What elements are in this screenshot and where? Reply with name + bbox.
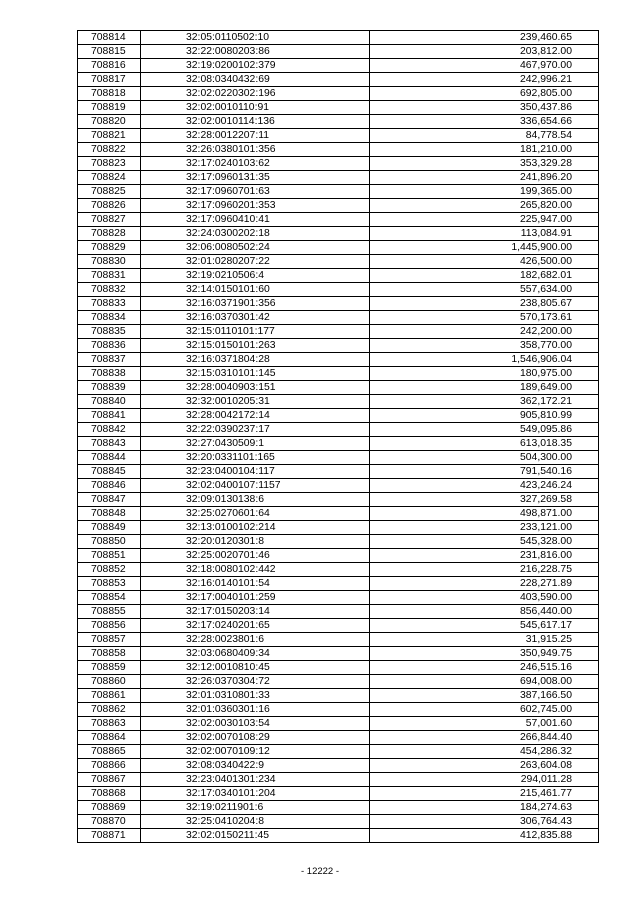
record-id-cell: 708844	[78, 451, 141, 465]
cadastral-number-cell: 32:17:0960131:35	[141, 171, 370, 185]
record-id-cell: 708842	[78, 423, 141, 437]
amount-cell: 602,745.00	[370, 703, 599, 717]
table-row	[78, 101, 599, 115]
table-row	[78, 647, 599, 661]
cadastral-number-cell: 32:28:0012207:11	[141, 129, 370, 143]
cadastral-number-cell: 32:02:0150211:45	[141, 829, 370, 843]
amount-cell: 238,805.67	[370, 297, 599, 311]
amount-cell: 199,365.00	[370, 185, 599, 199]
record-id-cell: 708866	[78, 759, 141, 773]
table-row	[78, 437, 599, 451]
table-row	[78, 451, 599, 465]
amount-cell: 225,947.00	[370, 213, 599, 227]
table-row	[78, 605, 599, 619]
amount-cell: 242,200.00	[370, 325, 599, 339]
record-id-cell: 708856	[78, 619, 141, 633]
cadastral-number-cell: 32:17:0340101:204	[141, 787, 370, 801]
record-id-cell: 708822	[78, 143, 141, 157]
cadastral-number-cell: 32:17:0150203:14	[141, 605, 370, 619]
amount-cell: 239,460.65	[370, 31, 599, 45]
table-row	[78, 59, 599, 73]
table-row	[78, 129, 599, 143]
cadastral-number-cell: 32:08:0340422:9	[141, 759, 370, 773]
record-id-cell: 708817	[78, 73, 141, 87]
table-row	[78, 87, 599, 101]
table-row	[78, 801, 599, 815]
table-row	[78, 787, 599, 801]
record-id-cell: 708869	[78, 801, 141, 815]
records-table	[77, 30, 599, 843]
amount-cell: 246,515.16	[370, 661, 599, 675]
cadastral-number-cell: 32:09:0130138:6	[141, 493, 370, 507]
cadastral-number-cell: 32:19:0210506:4	[141, 269, 370, 283]
table-row	[78, 367, 599, 381]
cadastral-number-cell: 32:01:0360301:16	[141, 703, 370, 717]
cadastral-number-cell: 32:12:0010810:45	[141, 661, 370, 675]
page-number: - 12222 -	[300, 866, 340, 877]
record-id-cell: 708843	[78, 437, 141, 451]
record-id-cell: 708816	[78, 59, 141, 73]
cadastral-number-cell: 32:25:0270601:64	[141, 507, 370, 521]
cadastral-number-cell: 32:02:0070108:29	[141, 731, 370, 745]
amount-cell: 454,286.32	[370, 745, 599, 759]
cadastral-number-cell: 32:13:0100102:214	[141, 521, 370, 535]
record-id-cell: 708827	[78, 213, 141, 227]
record-id-cell: 708862	[78, 703, 141, 717]
record-id-cell: 708818	[78, 87, 141, 101]
record-id-cell: 708846	[78, 479, 141, 493]
table-row	[78, 73, 599, 87]
cadastral-number-cell: 32:08:0340432:69	[141, 73, 370, 87]
cadastral-number-cell: 32:15:0310101:145	[141, 367, 370, 381]
amount-cell: 403,590.00	[370, 591, 599, 605]
table-row	[78, 297, 599, 311]
cadastral-number-cell: 32:23:0400104:117	[141, 465, 370, 479]
record-id-cell: 708855	[78, 605, 141, 619]
record-id-cell: 708853	[78, 577, 141, 591]
table-row	[78, 619, 599, 633]
amount-cell: 189,649.00	[370, 381, 599, 395]
record-id-cell: 708828	[78, 227, 141, 241]
amount-cell: 181,210.00	[370, 143, 599, 157]
record-id-cell: 708871	[78, 829, 141, 843]
record-id-cell: 708829	[78, 241, 141, 255]
amount-cell: 294,011.28	[370, 773, 599, 787]
amount-cell: 182,682.01	[370, 269, 599, 283]
records-table-body	[78, 31, 599, 843]
cadastral-number-cell: 32:01:0310801:33	[141, 689, 370, 703]
cadastral-number-cell: 32:16:0370301:42	[141, 311, 370, 325]
amount-cell: 570,173.61	[370, 311, 599, 325]
record-id-cell: 708852	[78, 563, 141, 577]
table-row	[78, 773, 599, 787]
table-row	[78, 759, 599, 773]
cadastral-number-cell: 32:28:0023801:6	[141, 633, 370, 647]
table-row	[78, 633, 599, 647]
amount-cell: 423,246.24	[370, 479, 599, 493]
amount-cell: 263,604.08	[370, 759, 599, 773]
table-row	[78, 731, 599, 745]
table-row	[78, 157, 599, 171]
amount-cell: 426,500.00	[370, 255, 599, 269]
record-id-cell: 708857	[78, 633, 141, 647]
table-row	[78, 689, 599, 703]
table-row	[78, 535, 599, 549]
table-row	[78, 675, 599, 689]
table-row	[78, 45, 599, 59]
amount-cell: 327,269.58	[370, 493, 599, 507]
record-id-cell: 708831	[78, 269, 141, 283]
cadastral-number-cell: 32:24:0300202:18	[141, 227, 370, 241]
record-id-cell: 708820	[78, 115, 141, 129]
cadastral-number-cell: 32:28:0040903:151	[141, 381, 370, 395]
cadastral-number-cell: 32:17:0960410:41	[141, 213, 370, 227]
amount-cell: 266,844.40	[370, 731, 599, 745]
cadastral-number-cell: 32:05:0110502:10	[141, 31, 370, 45]
amount-cell: 265,820.00	[370, 199, 599, 213]
table-row	[78, 507, 599, 521]
cadastral-number-cell: 32:01:0280207:22	[141, 255, 370, 269]
amount-cell: 1,445,900.00	[370, 241, 599, 255]
amount-cell: 57,001.60	[370, 717, 599, 731]
amount-cell: 387,166.50	[370, 689, 599, 703]
record-id-cell: 708823	[78, 157, 141, 171]
table-row	[78, 283, 599, 297]
record-id-cell: 708833	[78, 297, 141, 311]
amount-cell: 549,095.86	[370, 423, 599, 437]
amount-cell: 31,915.25	[370, 633, 599, 647]
record-id-cell: 708858	[78, 647, 141, 661]
cadastral-number-cell: 32:02:0030103:54	[141, 717, 370, 731]
amount-cell: 184,274.63	[370, 801, 599, 815]
record-id-cell: 708839	[78, 381, 141, 395]
cadastral-number-cell: 32:25:0410204:8	[141, 815, 370, 829]
cadastral-number-cell: 32:15:0110101:177	[141, 325, 370, 339]
cadastral-number-cell: 32:25:0020701:46	[141, 549, 370, 563]
cadastral-number-cell: 32:28:0042172:14	[141, 409, 370, 423]
record-id-cell: 708845	[78, 465, 141, 479]
table-row	[78, 479, 599, 493]
amount-cell: 905,810.99	[370, 409, 599, 423]
amount-cell: 241,896.20	[370, 171, 599, 185]
amount-cell: 498,871.00	[370, 507, 599, 521]
record-id-cell: 708821	[78, 129, 141, 143]
amount-cell: 692,805.00	[370, 87, 599, 101]
amount-cell: 557,634.00	[370, 283, 599, 297]
amount-cell: 216,228.75	[370, 563, 599, 577]
cadastral-number-cell: 32:02:0010110:91	[141, 101, 370, 115]
cadastral-number-cell: 32:17:0240201:65	[141, 619, 370, 633]
table-row	[78, 423, 599, 437]
record-id-cell: 708870	[78, 815, 141, 829]
cadastral-number-cell: 32:22:0390237:17	[141, 423, 370, 437]
amount-cell: 350,949.75	[370, 647, 599, 661]
cadastral-number-cell: 32:06:0080502:24	[141, 241, 370, 255]
table-row	[78, 465, 599, 479]
record-id-cell: 708826	[78, 199, 141, 213]
record-id-cell: 708832	[78, 283, 141, 297]
amount-cell: 353,329.28	[370, 157, 599, 171]
table-row	[78, 325, 599, 339]
cadastral-number-cell: 32:15:0150101:263	[141, 339, 370, 353]
record-id-cell: 708864	[78, 731, 141, 745]
amount-cell: 467,970.00	[370, 59, 599, 73]
record-id-cell: 708860	[78, 675, 141, 689]
cadastral-number-cell: 32:23:0401301:234	[141, 773, 370, 787]
amount-cell: 242,996.21	[370, 73, 599, 87]
table-row	[78, 563, 599, 577]
amount-cell: 545,328.00	[370, 535, 599, 549]
cadastral-number-cell: 32:17:0240103:62	[141, 157, 370, 171]
cadastral-number-cell: 32:19:0200102:379	[141, 59, 370, 73]
amount-cell: 1,546,906.04	[370, 353, 599, 367]
record-id-cell: 708840	[78, 395, 141, 409]
table-row	[78, 577, 599, 591]
amount-cell: 694,008.00	[370, 675, 599, 689]
cadastral-number-cell: 32:20:0331101:165	[141, 451, 370, 465]
table-row	[78, 31, 599, 45]
table-row	[78, 829, 599, 843]
record-id-cell: 708838	[78, 367, 141, 381]
cadastral-number-cell: 32:19:0211901:6	[141, 801, 370, 815]
record-id-cell: 708850	[78, 535, 141, 549]
amount-cell: 113,084.91	[370, 227, 599, 241]
table-row	[78, 549, 599, 563]
record-id-cell: 708841	[78, 409, 141, 423]
record-id-cell: 708868	[78, 787, 141, 801]
record-id-cell: 708847	[78, 493, 141, 507]
record-id-cell: 708830	[78, 255, 141, 269]
record-id-cell: 708835	[78, 325, 141, 339]
table-row	[78, 241, 599, 255]
table-row	[78, 661, 599, 675]
amount-cell: 350,437.86	[370, 101, 599, 115]
amount-cell: 412,835.88	[370, 829, 599, 843]
cadastral-number-cell: 32:14:0150101:60	[141, 283, 370, 297]
amount-cell: 362,172.21	[370, 395, 599, 409]
table-row	[78, 395, 599, 409]
table-row	[78, 311, 599, 325]
cadastral-number-cell: 32:02:0400107:1157	[141, 479, 370, 493]
cadastral-number-cell: 32:17:0960201:353	[141, 199, 370, 213]
amount-cell: 228,271.89	[370, 577, 599, 591]
amount-cell: 233,121.00	[370, 521, 599, 535]
record-id-cell: 708865	[78, 745, 141, 759]
table-row	[78, 381, 599, 395]
table-row	[78, 815, 599, 829]
cadastral-number-cell: 32:26:0370304:72	[141, 675, 370, 689]
table-row	[78, 745, 599, 759]
record-id-cell: 708867	[78, 773, 141, 787]
amount-cell: 504,300.00	[370, 451, 599, 465]
amount-cell: 306,764.43	[370, 815, 599, 829]
table-row	[78, 115, 599, 129]
table-row	[78, 269, 599, 283]
amount-cell: 856,440.00	[370, 605, 599, 619]
record-id-cell: 708859	[78, 661, 141, 675]
table-row	[78, 255, 599, 269]
cadastral-number-cell: 32:16:0140101:54	[141, 577, 370, 591]
table-row	[78, 213, 599, 227]
amount-cell: 336,654.66	[370, 115, 599, 129]
table-row	[78, 199, 599, 213]
table-row	[78, 703, 599, 717]
record-id-cell: 708837	[78, 353, 141, 367]
table-row	[78, 143, 599, 157]
record-id-cell: 708848	[78, 507, 141, 521]
record-id-cell: 708819	[78, 101, 141, 115]
cadastral-number-cell: 32:22:0080203:86	[141, 45, 370, 59]
cadastral-number-cell: 32:16:0371804:28	[141, 353, 370, 367]
cadastral-number-cell: 32:18:0080102:442	[141, 563, 370, 577]
cadastral-number-cell: 32:27:0430509:1	[141, 437, 370, 451]
table-row	[78, 353, 599, 367]
table-row	[78, 185, 599, 199]
record-id-cell: 708834	[78, 311, 141, 325]
record-id-cell: 708849	[78, 521, 141, 535]
amount-cell: 358,770.00	[370, 339, 599, 353]
record-id-cell: 708814	[78, 31, 141, 45]
record-id-cell: 708824	[78, 171, 141, 185]
cadastral-number-cell: 32:26:0380101:356	[141, 143, 370, 157]
amount-cell: 231,816.00	[370, 549, 599, 563]
record-id-cell: 708861	[78, 689, 141, 703]
cadastral-number-cell: 32:16:0371901:356	[141, 297, 370, 311]
cadastral-number-cell: 32:02:0010114:136	[141, 115, 370, 129]
cadastral-number-cell: 32:17:0040101:259	[141, 591, 370, 605]
table-row	[78, 591, 599, 605]
table-row	[78, 493, 599, 507]
cadastral-number-cell: 32:20:0120301:8	[141, 535, 370, 549]
amount-cell: 180,975.00	[370, 367, 599, 381]
record-id-cell: 708854	[78, 591, 141, 605]
cadastral-number-cell: 32:17:0960701:63	[141, 185, 370, 199]
amount-cell: 215,461.77	[370, 787, 599, 801]
table-row	[78, 171, 599, 185]
table-row	[78, 409, 599, 423]
table-row	[78, 521, 599, 535]
record-id-cell: 708851	[78, 549, 141, 563]
amount-cell: 613,018.35	[370, 437, 599, 451]
amount-cell: 791,540.16	[370, 465, 599, 479]
amount-cell: 545,617.17	[370, 619, 599, 633]
cadastral-number-cell: 32:03:0680409:34	[141, 647, 370, 661]
amount-cell: 84,778.54	[370, 129, 599, 143]
cadastral-number-cell: 32:32:0010205:31	[141, 395, 370, 409]
table-row	[78, 227, 599, 241]
table-row	[78, 717, 599, 731]
amount-cell: 203,812.00	[370, 45, 599, 59]
cadastral-number-cell: 32:02:0220302:196	[141, 87, 370, 101]
table-row	[78, 339, 599, 353]
record-id-cell: 708825	[78, 185, 141, 199]
record-id-cell: 708815	[78, 45, 141, 59]
record-id-cell: 708863	[78, 717, 141, 731]
cadastral-number-cell: 32:02:0070109:12	[141, 745, 370, 759]
record-id-cell: 708836	[78, 339, 141, 353]
